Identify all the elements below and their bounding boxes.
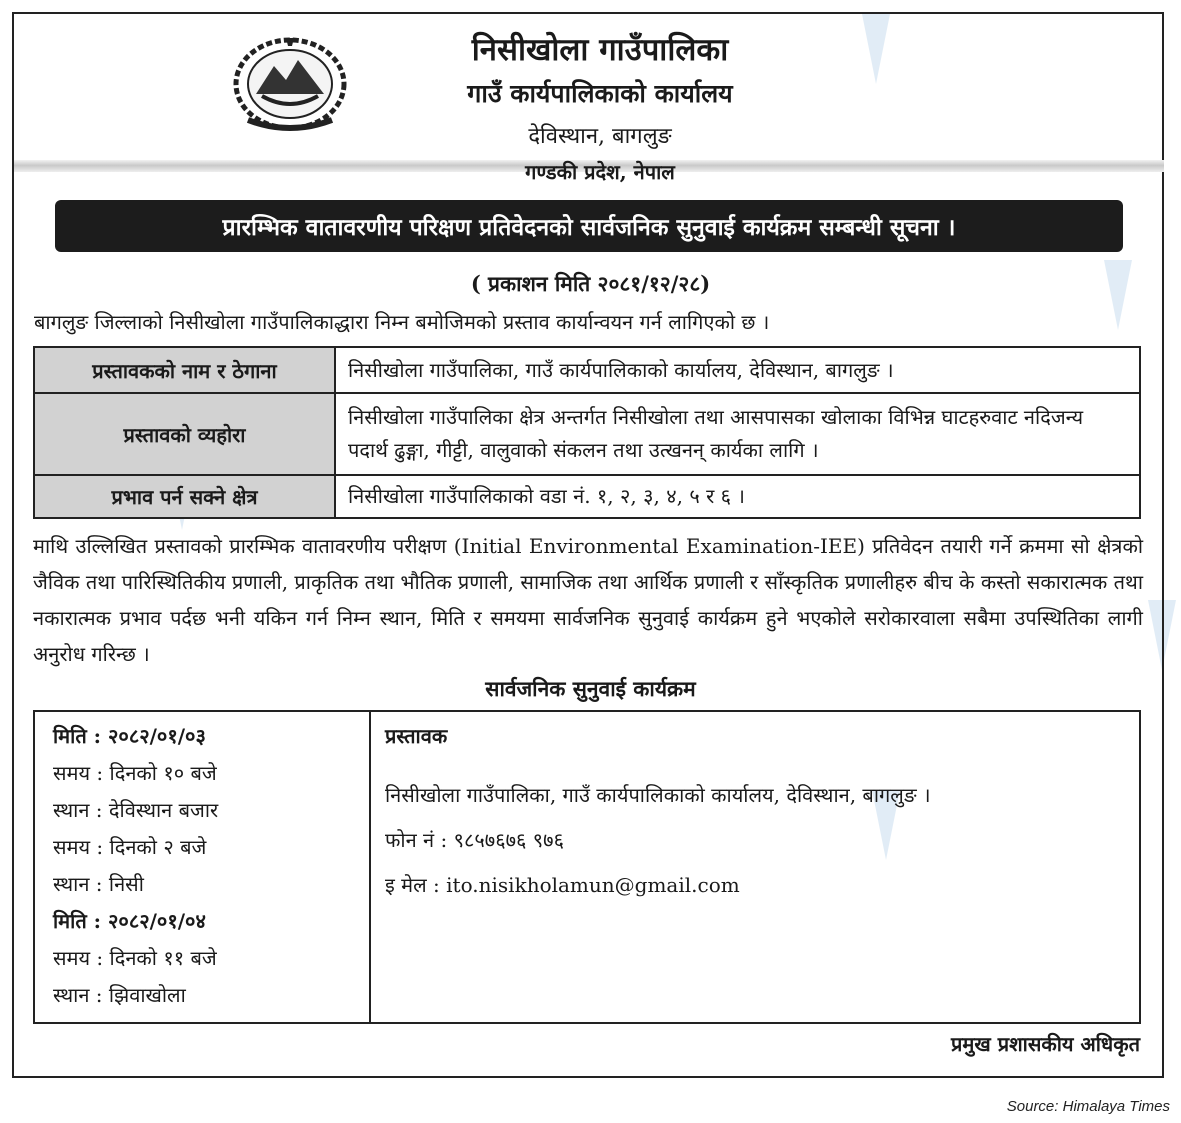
hearing-place: स्थान : झिवाखोला — [53, 983, 186, 1007]
proponent-phone: फोन नं : ९८५७६७६ ९७६ — [385, 828, 564, 852]
office-name: गाउँ कार्यपालिकाको कार्यालय — [467, 79, 733, 108]
province-name: गण्डकी प्रदेश, नेपाल — [525, 160, 675, 184]
row-value: निसीखोला गाउँपालिका, गाउँ कार्यपालिकाको कार्यालय, देविस्थान, बागलुङ । — [335, 347, 1140, 393]
proposal-table — [33, 346, 1141, 519]
office-location: देविस्थान, बागलुङ — [528, 124, 672, 149]
hearing-heading: सार्वजनिक सुनुवाई कार्यक्रम — [485, 676, 696, 701]
table-row — [34, 393, 1140, 475]
row-value: निसीखोला गाउँपालिकाको वडा नं. १, २, ३, ४, ५ र ६ । — [335, 475, 1140, 518]
source-credit: Source: Himalaya Times — [1006, 1098, 1170, 1115]
hearing-schedule-box — [33, 710, 1141, 1024]
table-row — [34, 475, 1140, 518]
hearing-place: स्थान : निसी — [53, 872, 144, 896]
row-label: प्रभाव पर्न सक्ने क्षेत्र — [34, 475, 335, 518]
notice-title-banner — [55, 200, 1123, 252]
hearing-date: मिति : २०८२/०१/०४ — [53, 909, 206, 933]
row-label: प्रस्तावकको नाम र ठेगाना — [34, 347, 335, 393]
notice-title: प्रारम्भिक वातावरणीय परिक्षण प्रतिवेदनको सार्वजनिक सुनुवाई कार्यक्रम सम्बन्धी सूचना । — [222, 214, 956, 241]
proponent-column — [385, 718, 931, 904]
proponent-heading: प्रस्तावक — [385, 724, 448, 748]
hearing-date: मिति : २०८२/०१/०३ — [53, 724, 206, 748]
row-label: प्रस्तावको व्यहोरा — [34, 393, 335, 475]
hearing-time: समय : दिनको २ बजे — [53, 835, 207, 859]
body-paragraph: माथि उल्लिखित प्रस्तावको प्रारम्भिक वातावरणीय परीक्षण (Initial Environmental Examination-IEE) प्रतिवेदन तयारी गर्ने क्रममा सो क्षेत्रको जैविक तथा पारिस्थितिकीय प्रणाली, प्राकृतिक तथा भौतिक प्रणाली, सामाजिक तथा आर्थिक प्रणाली र साँस्कृतिक प्रणालीहरु बीच के कस्तो सकारात्मक तथा नकारात्मक प्रभाव पर्दछ भनी यकिन गर्न निम्न स्थान, मिति र समयमा सार्वजनिक सुनुवाई कार्यक्रम हुने भएकोले सरोकारवाला सबैमा उपस्थितिका लागी अनुरोध गरिन्छ । — [33, 534, 1143, 666]
hearing-place: स्थान : देविस्थान बजार — [53, 798, 219, 822]
row-value: निसीखोला गाउँपालिका क्षेत्र अन्तर्गत निसीखोला तथा आसपासका खोलाका विभिन्न घाटहरुवाट नदिजन्य पदार्थ ढुङ्गा, गीट्टी, वालुवाको संकलन तथा उत्खनन् कार्यका लागि । — [335, 393, 1140, 475]
signatory: प्रमुख प्रशासकीय अधिकृत — [951, 1032, 1140, 1056]
municipality-name: निसीखोला गाउँपालिका — [471, 32, 729, 68]
schedule-column — [53, 718, 218, 1014]
proponent-email: इ मेल : ito.nisikholamun@gmail.com — [385, 873, 740, 897]
proponent-address: निसीखोला गाउँपालिका, गाउँ कार्यपालिकाको कार्यालय, देविस्थान, बागलुङ । — [385, 783, 931, 807]
column-divider — [369, 712, 371, 1022]
intro-text: बागलुङ जिल्लाको निसीखोला गाउँपालिकाद्धारा निम्न बमोजिमको प्रस्ताव कार्यान्वयन गर्न लागिएको छ । — [34, 310, 770, 334]
publication-date: ( प्रकाशन मिति २०८१/१२/२८) — [470, 271, 711, 296]
table-row — [34, 347, 1140, 393]
hearing-time: समय : दिनको ११ बजे — [53, 946, 217, 970]
hearing-time: समय : दिनको १० बजे — [53, 761, 217, 785]
